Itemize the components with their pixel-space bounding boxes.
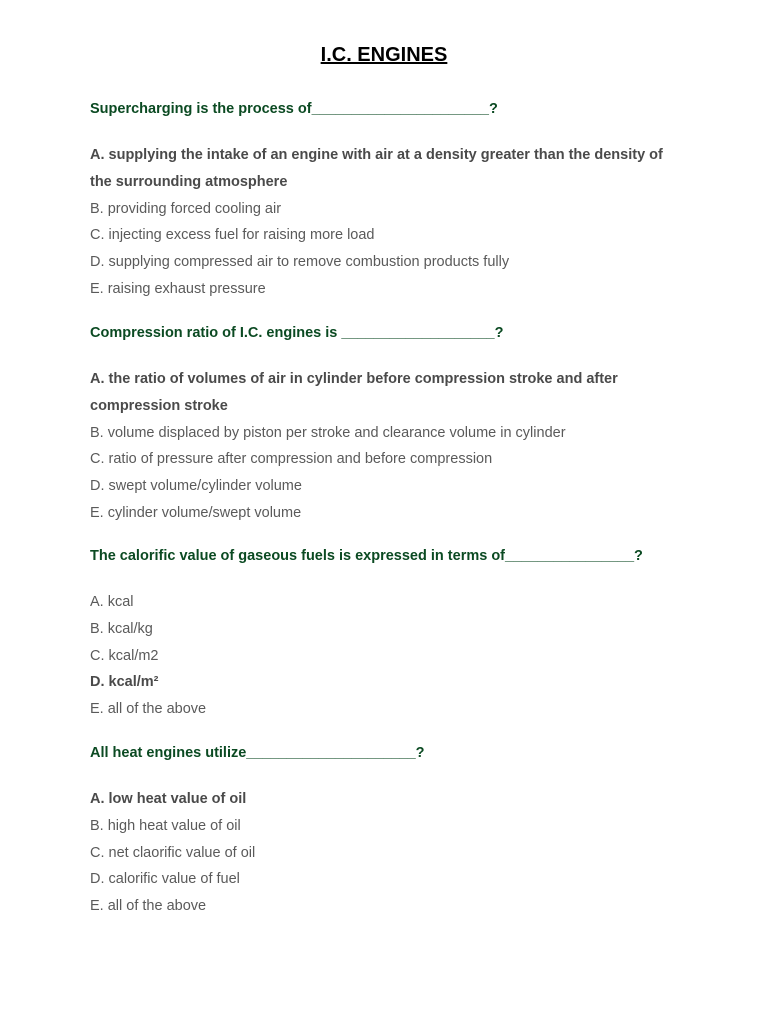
options-list [90,142,680,303]
question-text: The calorific value of gaseous fuels is expressed in terms of________________? [90,548,643,564]
option-d: D. swept volume/cylinder volume [90,478,302,495]
option-c: C. net claorific value of oil [90,844,256,861]
option-b: B. providing forced cooling air [90,200,282,217]
options-list [90,786,680,920]
question-block [90,545,680,723]
option-b: B. kcal/kg [90,620,153,637]
question-block [90,322,680,527]
option-d: D. supplying compressed air to remove combustion products fully [90,254,510,271]
option-c: C. ratio of pressure after compression and before compression [90,451,493,468]
options-list [90,589,680,723]
question-block [90,742,680,920]
option-d: D. calorific value of fuel [90,871,240,888]
option-b: B. high heat value of oil [90,817,241,834]
option-b: B. volume displaced by piston per stroke and clearance volume in cylinder [90,424,566,441]
option-e: E. raising exhaust pressure [90,280,266,297]
option-d: D. kcal/m² [90,674,159,691]
question-text: Supercharging is the process of______________________? [90,101,498,117]
options-list [90,366,680,527]
option-a: A. supplying the intake of an engine with air at a density greater than the density of the surrounding atmosphere [90,147,663,190]
option-c: C. injecting excess fuel for raising more load [90,227,375,244]
option-e: E. all of the above [90,898,207,915]
question-text: Compression ratio of I.C. engines is ___________________? [90,325,504,341]
question-block [90,98,680,303]
option-a: A. the ratio of volumes of air in cylinder before compression stroke and after compression stroke [90,371,618,414]
option-c: C. kcal/m2 [90,647,159,664]
option-a: A. low heat value of oil [90,791,247,807]
option-e: E. all of the above [90,701,207,718]
option-a: A. kcal [90,594,134,610]
page-title: I.C. ENGINES [320,44,448,66]
question-text: All heat engines utilize_____________________? [90,745,425,761]
option-e: E. cylinder volume/swept volume [90,504,302,521]
